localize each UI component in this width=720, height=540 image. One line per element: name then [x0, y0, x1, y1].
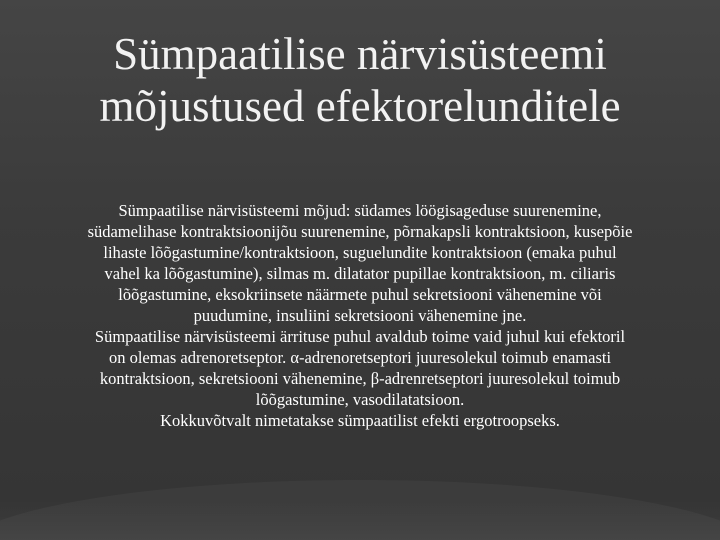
paragraph-receptors	[24, 326, 696, 410]
text-line: on olemas adrenoretseptor. α-adrenoretseptori juuresolekul toimub enamasti	[108, 348, 612, 367]
text-line: puudumine, insuliini sekretsiooni vähenemine jne.	[193, 306, 527, 325]
text-line: Sümpaatilise närvisüsteemi ärrituse puhul avaldub toime vaid juhul kui efektoril	[94, 327, 626, 346]
text-line: vahel ka lõõgastumine), silmas m. dilatator pupillae kontraktsioon, m. ciliaris	[104, 264, 616, 283]
slide-title-line: Sümpaatilise närvisüsteemi	[113, 29, 607, 79]
text-line: Sümpaatilise närvisüsteemi mõjud: südames löögisageduse suurenemine,	[118, 201, 602, 220]
text-line: kontraktsioon, sekretsiooni vähenemine, β-adrenretseptori juuresolekul toimub	[99, 369, 621, 388]
text-line: südamelihase kontraktsioonijõu suurenemine, põrnakapsli kontraktsioon, kusepõie	[87, 222, 633, 241]
decorative-band	[0, 500, 720, 540]
slide-title-line: mõjustused efektorelunditele	[99, 81, 621, 131]
text-line: lõõgastumine, eksokriinsete näärmete puhul sekretsiooni vähenemine või	[118, 285, 602, 304]
text-line: Kokkuvõtvalt nimetatakse sümpaatilist efekti ergotroopseks.	[160, 411, 560, 430]
slide-title	[20, 28, 700, 132]
text-line: lõõgastumine, vasodilatatsioon.	[255, 390, 465, 409]
text-line: lihaste lõõgastumine/kontraktsioon, suguelundite kontraktsioon (emaka puhul	[103, 243, 617, 262]
slide-body	[24, 200, 696, 431]
paragraph-effects	[24, 200, 696, 326]
paragraph-summary	[24, 410, 696, 431]
